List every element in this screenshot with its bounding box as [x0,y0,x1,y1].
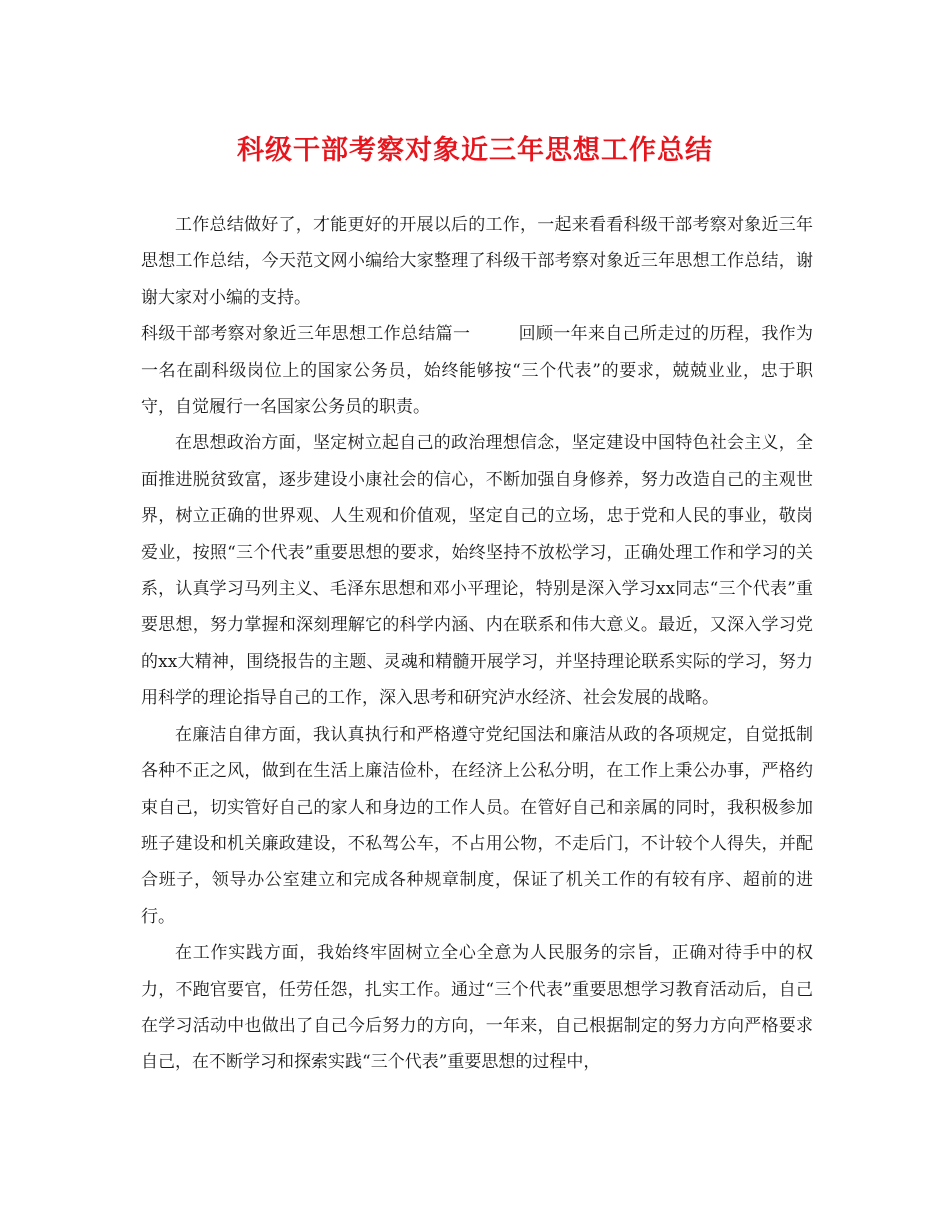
document-body [141,207,813,1081]
intro-paragraph: 工作总结做好了，才能更好的开展以后的工作，一起来看看科级干部考察对象近三年思想工作总结，今天范文网小编给大家整理了科级干部考察对象近三年思想工作总结，谢谢大家对小编的支持。 [141,215,813,308]
paragraph-political: 在思想政治方面，坚定树立起自己的政治理想信念，坚定建设中国特色社会主义，全面推进脱贫致富，逐步建设小康社会的信心，不断加强自身修养，努力改造自己的主观世界，树立正确的世界观、人生观和价值观，坚定自己的立场，忠于党和人民的事业，敬岗爱业，按照“三个代表”重要思想的要求，始终坚持不放松学习，正确处理工作和学习的关系，认真学习马列主义、毛泽东思想和邓小平理论，特别是深入学习xx同志“三个代表”重要思想，努力掌握和深刻理解它的科学内涵、内在联系和伟大意义。最近，又深入学习党的xx大精神，围绕报告的主题、灵魂和精髓开展学习，并坚持理论联系实际的学习，努力用科学的理论指导自己的工作，深入思考和研究泸水经济、社会发展的战略。 [141,433,813,709]
section-first-text: 回顾一年来自己所走过的历程，我作为一名在副科级岗位上的国家公务员，始终能够按“三个代表”的要求，兢兢业业，忠于职守，自觉履行一名国家公务员的职责。 [141,324,814,418]
section-heading: 科级干部考察对象近三年思想工作总结篇一 [141,324,471,345]
section-first-paragraph [141,316,813,425]
paragraph-practice: 在工作实践方面，我始终牢固树立全心全意为人民服务的宗旨，正确对待手中的权力，不跑官要官，任劳任怨，扎实工作。通过“三个代表”重要思想学习教育活动后，自己在学习活动中也做出了自己今后努力的方向，一年来，自己根据制定的努力方向严格要求自己，在不断学习和探索实践“三个代表”重要思想的过程中， [141,943,813,1073]
paragraph-integrity: 在廉洁自律方面，我认真执行和严格遵守党纪国法和廉洁从政的各项规定，自觉抵制各种不正之风，做到在生活上廉洁俭朴，在经济上公私分明，在工作上秉公办事，严格约束自己，切实管好自己的家人和身边的工作人员。在管好自己和亲属的同时，我积极参加班子建设和机关廉政建设，不私驾公车，不占用公物，不走后门，不计较个人得失，并配合班子，领导办公室建立和完成各种规章制度，保证了机关工作的有较有序、超前的进行。 [141,724,813,927]
document-title: 科级干部考察对象近三年思想工作总结 [237,135,713,166]
